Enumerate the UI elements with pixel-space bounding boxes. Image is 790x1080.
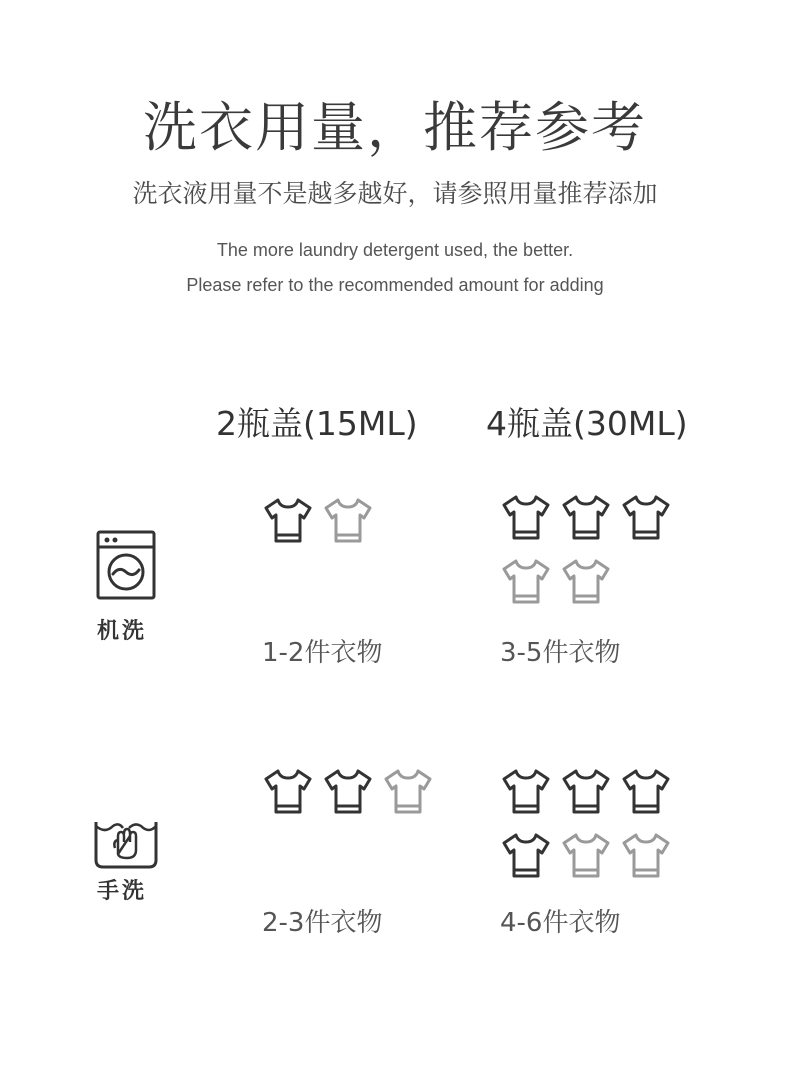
tshirt-light-icon — [382, 767, 434, 817]
dose-header-large: 4瓶盖(30ML) — [486, 404, 688, 443]
tshirt-light-icon — [620, 831, 672, 881]
tshirt-light-icon — [322, 496, 374, 546]
tshirt-icon — [500, 767, 552, 817]
tshirt-light-icon — [500, 557, 552, 607]
washing-machine-icon — [96, 530, 156, 600]
hand-wash-basin-icon — [93, 812, 159, 870]
tshirt-icon — [322, 767, 374, 817]
tshirt-icon — [560, 767, 612, 817]
tshirt-icon — [262, 767, 314, 817]
tshirt-icon — [560, 493, 612, 543]
mode-label-hand-wash: 手洗 — [97, 879, 148, 904]
count-label-machine-small: 1-2件衣物 — [262, 638, 383, 668]
mode-label-machine-wash: 机洗 — [97, 619, 148, 644]
english-subtitle-line-1: The more laundry detergent used, the better. — [216, 240, 574, 260]
tshirt-icon — [620, 493, 672, 543]
page-subtitle: 洗衣液用量不是越多越好，请参照用量推荐添加 — [132, 179, 658, 208]
count-label-hand-large: 4-6件衣物 — [500, 908, 621, 938]
tshirt-icon — [500, 493, 552, 543]
tshirt-icon — [620, 767, 672, 817]
tshirt-icon — [262, 496, 314, 546]
tshirt-icon — [500, 831, 552, 881]
count-label-machine-large: 3-5件衣物 — [500, 638, 621, 668]
page-title: 洗衣用量，推荐参考 — [143, 96, 647, 159]
count-label-hand-small: 2-3件衣物 — [262, 908, 383, 938]
tshirt-light-icon — [560, 831, 612, 881]
english-subtitle-line-2: Please refer to the recommended amount for adding — [186, 275, 604, 295]
tshirt-light-icon — [560, 557, 612, 607]
dose-header-small: 2瓶盖(15ML) — [216, 404, 418, 443]
